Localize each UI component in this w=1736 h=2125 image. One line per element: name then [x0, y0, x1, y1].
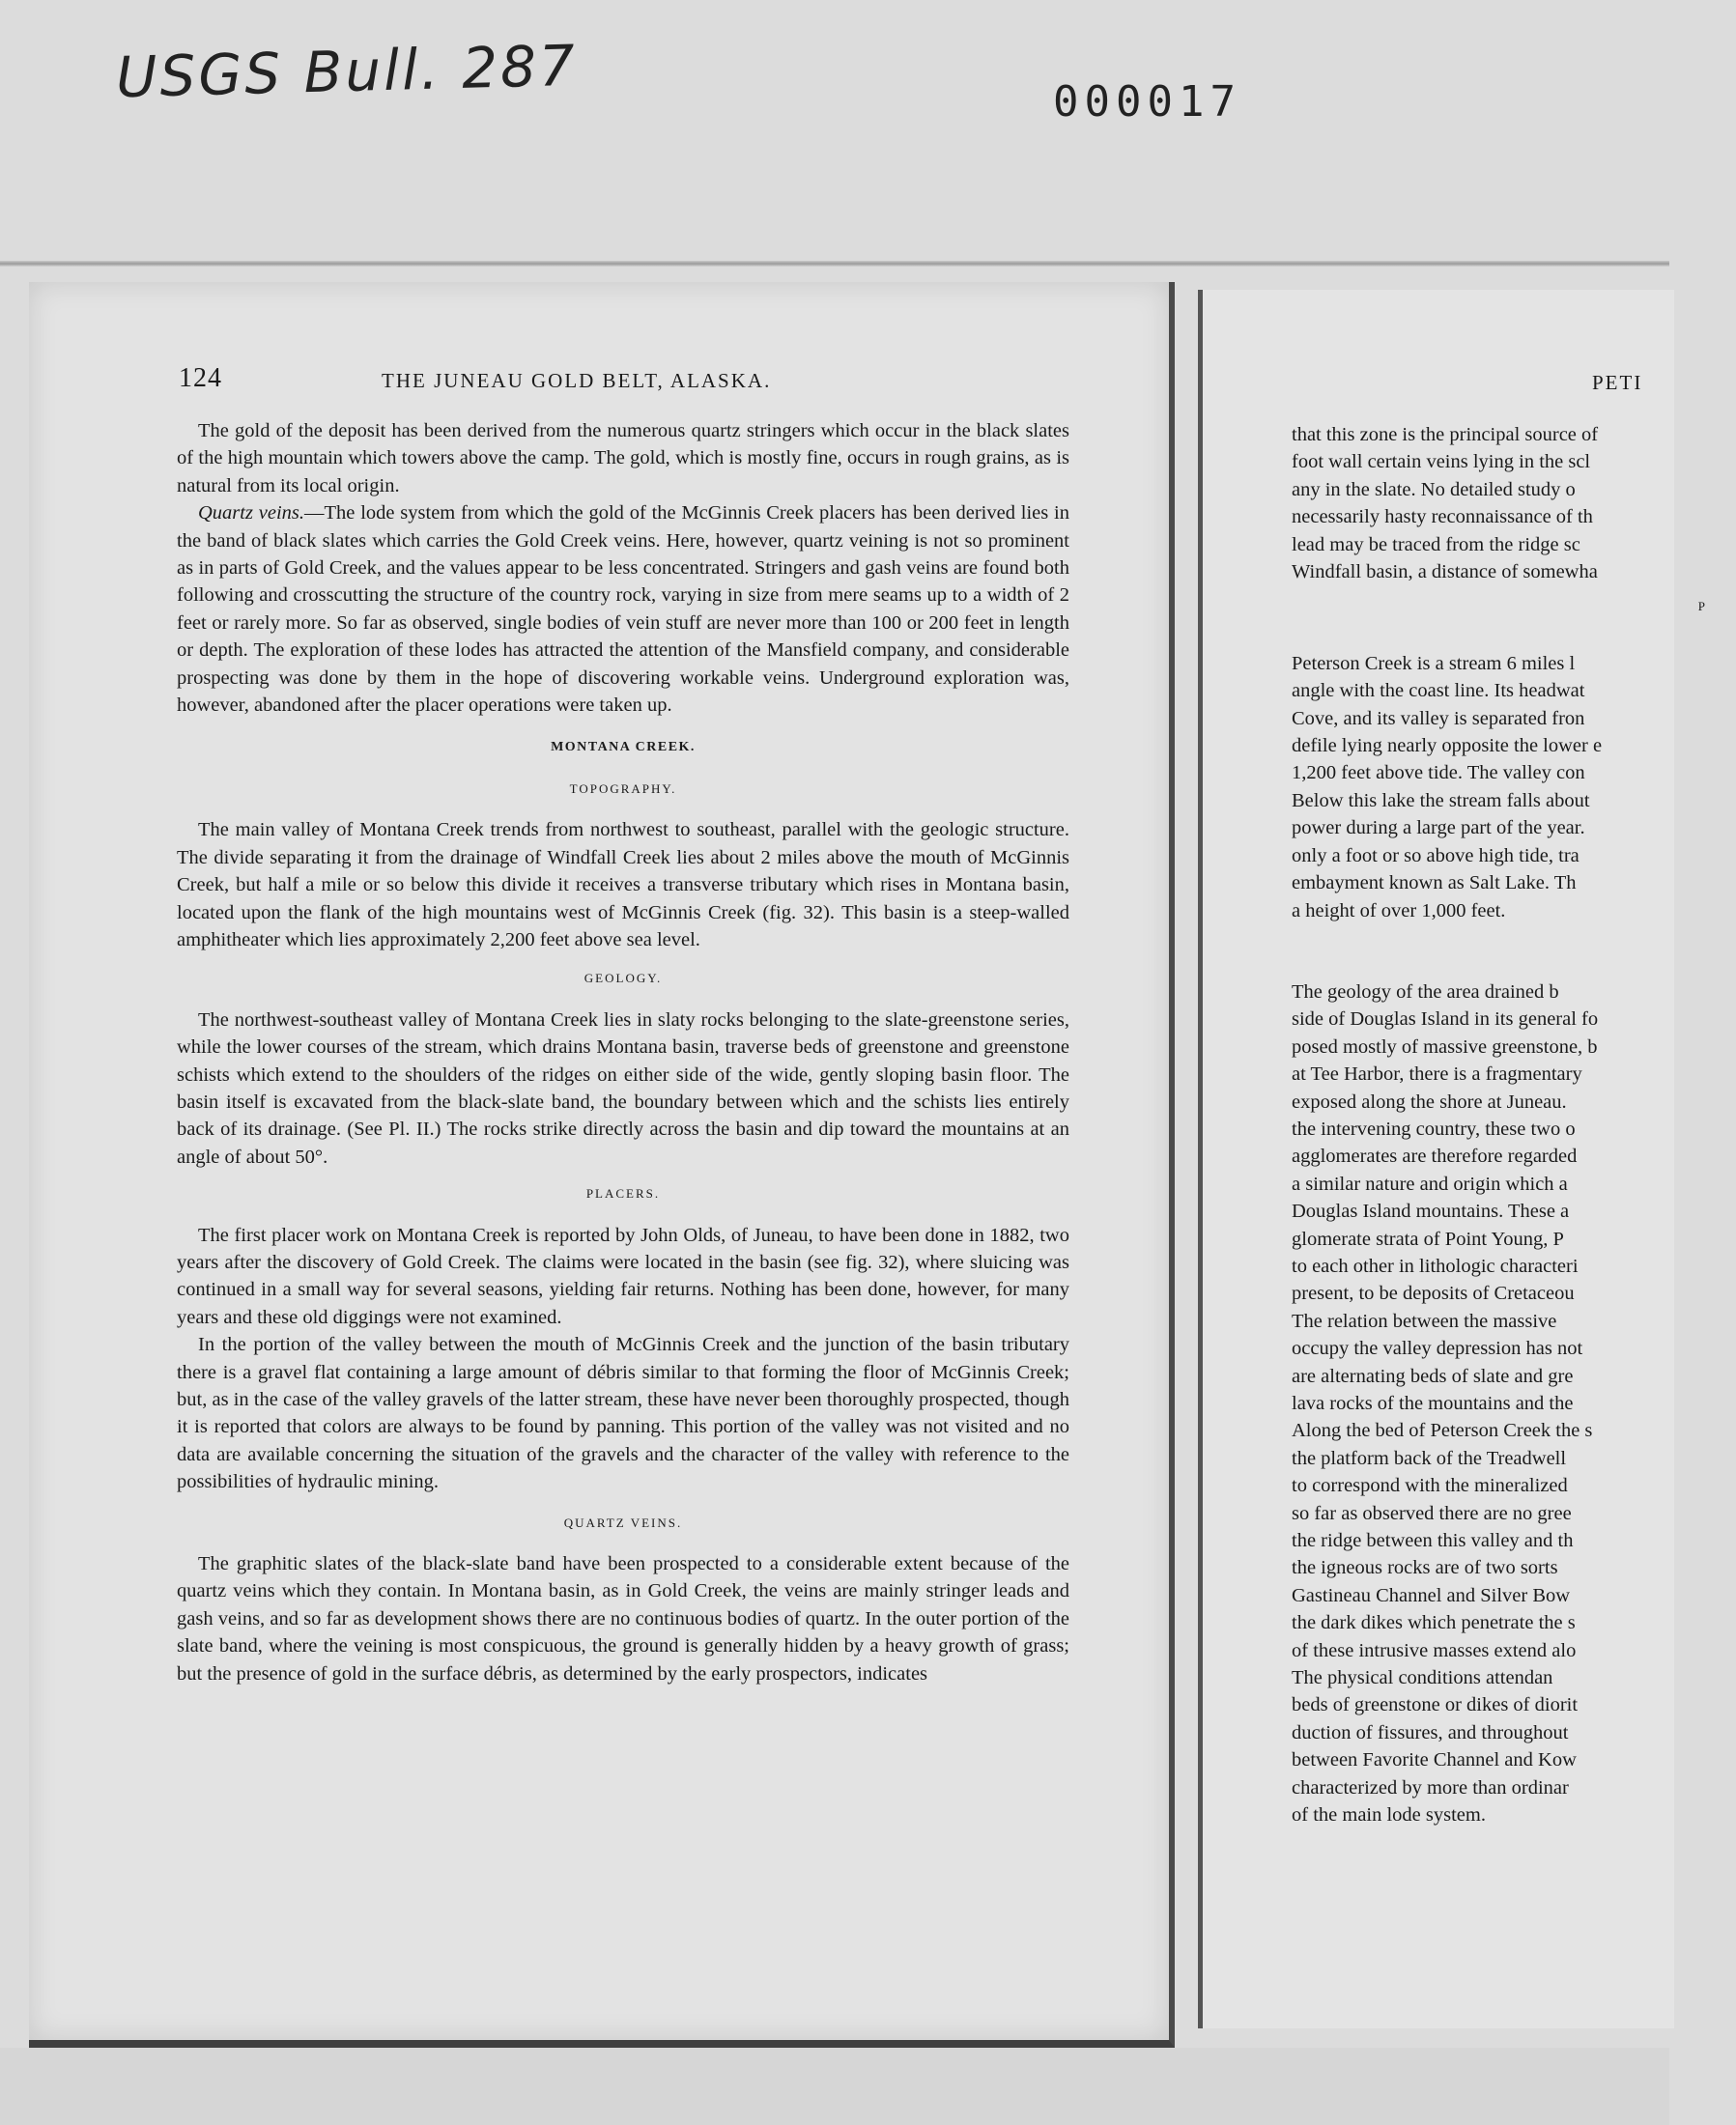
section-gap	[1292, 924, 1736, 978]
text-line: The geology of the area drained b	[1292, 980, 1559, 1003]
text-line: the intervening country, these two o	[1292, 1118, 1576, 1140]
left-page-body	[177, 417, 1069, 1687]
placers-paragraph-1: The first placer work on Montana Creek is reported by John Olds, of Juneau, to have been done in 1882, two years after the discovery of Gold Creek. The claims were located in the basin (see fig. 32), where sluicing was continued in a small way for several seasons, yielding fair returns. Nothing has been done, however, for many years and these old diggings were not examined.	[177, 1224, 1069, 1328]
text-line: at Tee Harbor, there is a fragmentary	[1292, 1063, 1582, 1086]
text-line: lead may be traced from the ridge sc	[1292, 533, 1580, 555]
text-line: exposed along the shore at Juneau.	[1292, 1091, 1567, 1113]
placers-paragraph-2: In the portion of the valley between the mouth of McGinnis Creek and the junction of the basin tributary there is a gravel flat containing a large amount of débris similar to that forming the floor of McGinnis Creek; but, as in the case of the valley gravels of the latter stream, these have never been thoroughly prospected, though it is reported that colors are always to be found by panning. This portion of the valley was not visited and no data are available concerning the situation of the gravels and the character of the valley with reference to the possibilities of hydraulic mining.	[177, 1334, 1069, 1493]
text-line: necessarily hasty reconnaissance of th	[1292, 506, 1593, 528]
quartz-veins-lead: Quartz veins.	[198, 502, 305, 524]
page-number: 124	[179, 363, 222, 393]
text-line: only a foot or so above high tide, tra	[1292, 844, 1579, 866]
text-line: posed mostly of massive greenstone, b	[1292, 1035, 1598, 1058]
text-line: Below this lake the stream falls about	[1292, 789, 1590, 811]
handwritten-annotation: USGS Bull. 287	[115, 32, 579, 111]
section-heading-partial: P	[1697, 599, 1707, 614]
heading-geology: GEOLOGY.	[583, 971, 663, 986]
text-line: occupy the valley depression has not	[1292, 1338, 1583, 1360]
text-line: The relation between the massive	[1292, 1310, 1557, 1332]
right-lines-block-c	[1292, 978, 1736, 1829]
text-line: The physical conditions attendan	[1292, 1667, 1553, 1689]
quartz-veins-section-paragraph: The graphitic slates of the black-slate band have been prospected to a considerable extent because of the quartz veins which they contain. In Montana basin, as in Gold Creek, the veins are mainly stringer leads and gash veins, and so far as development shows there are no continuous bodies of quartz. In the outer portion of the slate band, where the veining is most conspicuous, the ground is generally hidden by a heavy growth of grass; but the presence of gold in the surface débris, as determined by the early prospectors, indicates	[177, 1553, 1069, 1685]
right-page-body	[1292, 421, 1736, 1829]
intro-paragraph: The gold of the deposit has been derived from the numerous quartz stringers which occur in the black slates of the high mountain which towers above the camp. The gold, which is mostly fine, occurs in rough grains, as is natural from its local origin.	[177, 420, 1069, 496]
text-line: are alternating beds of slate and gre	[1292, 1365, 1574, 1387]
heading-montana-creek: MONTANA CREEK.	[551, 740, 696, 755]
right-lines-block-a	[1292, 421, 1736, 585]
text-line: embayment known as Salt Lake. Th	[1292, 872, 1577, 894]
text-line: side of Douglas Island in its general fo	[1292, 1008, 1599, 1031]
topography-paragraph: The main valley of Montana Creek trends from northwest to southeast, parallel with the geologic structure. The divide separating it from the drainage of Windfall Creek lies about 2 miles above the mouth of McGinnis Creek, but half a mile or so below this divide it receives a transverse tributary which rises in Montana basin, located upon the flank of the high mountains west of McGinnis Creek (fig. 32). This basin is a steep-walled amphitheater which lies approximately 2,200 feet above sea level.	[177, 819, 1069, 950]
text-line: so far as observed there are no gree	[1292, 1502, 1572, 1524]
text-line: Windfall basin, a distance of somewha	[1292, 561, 1598, 583]
text-line: glomerate strata of Point Young, P	[1292, 1228, 1564, 1250]
text-line: Peterson Creek is a stream 6 miles l	[1292, 652, 1576, 674]
heading-quartz-veins: QUARTZ VEINS.	[563, 1515, 683, 1530]
text-line: of the main lode system.	[1292, 1804, 1486, 1827]
right-lines-block-b	[1292, 650, 1736, 924]
left-page	[29, 282, 1175, 2048]
heading-placers: PLACERS.	[585, 1186, 661, 1202]
left-page-header	[179, 363, 1145, 394]
text-line: Along the bed of Peterson Creek the s	[1292, 1420, 1593, 1442]
text-line: that this zone is the principal source of	[1292, 424, 1599, 445]
text-line: defile lying nearly opposite the lower e	[1292, 735, 1603, 757]
text-line: characterized by more than ordinar	[1292, 1776, 1569, 1799]
text-line: lava rocks of the mountains and the	[1292, 1393, 1574, 1414]
text-line: the platform back of the Treadwell	[1292, 1447, 1567, 1469]
page-fold-line	[0, 261, 1669, 267]
running-title: THE JUNEAU GOLD BELT, ALASKA.	[382, 369, 772, 392]
text-line: the dark dikes which penetrate the s	[1292, 1612, 1576, 1634]
text-line: of these intrusive masses extend alo	[1292, 1639, 1577, 1661]
right-page-header: PETI	[1592, 371, 1643, 394]
text-line: agglomerates are therefore regarded	[1292, 1146, 1578, 1168]
text-line: to each other in lithologic characteri	[1292, 1255, 1579, 1277]
text-line: beds of greenstone or dikes of diorit	[1292, 1694, 1579, 1716]
text-line: a height of over 1,000 feet.	[1292, 899, 1506, 921]
text-line: any in the slate. No detailed study o	[1292, 478, 1576, 500]
text-line: present, to be deposits of Cretaceou	[1292, 1283, 1575, 1305]
text-line: foot wall certain veins lying in the scl	[1292, 451, 1591, 473]
document-stamp-number: 000017	[1053, 77, 1241, 127]
quartz-veins-paragraph	[177, 499, 1069, 719]
scan-bottom-margin	[0, 2048, 1669, 2125]
geology-paragraph: The northwest-southeast valley of Montana Creek lies in slaty rocks belonging to the slate-greenstone series, while the lower courses of the stream, which drains Montana basin, traverse beds of greenstone and greenstone schists which extend to the shoulders of the ridges on either side of the wide, gently sloping basin floor. The basin itself is excavated from the black-slate band, the boundary between which and the schists lies entirely back of its drainage. (See Pl. II.) The rocks strike directly across the basin and dip toward the mountains at an angle of about 50°.	[177, 1008, 1069, 1168]
right-page-partial	[1198, 290, 1707, 2028]
heading-topography: TOPOGRAPHY.	[569, 780, 677, 796]
text-line: to correspond with the mineralized	[1292, 1475, 1568, 1497]
text-line: Gastineau Channel and Silver Bow	[1292, 1584, 1571, 1606]
text-line: the igneous rocks are of two sorts	[1292, 1557, 1558, 1579]
text-line: power during a large part of the year.	[1292, 817, 1585, 839]
text-line: between Favorite Channel and Kow	[1292, 1749, 1577, 1771]
text-line: Douglas Island mountains. These a	[1292, 1201, 1570, 1223]
text-line: a similar nature and origin which a	[1292, 1173, 1568, 1195]
text-line: duction of fissures, and throughout	[1292, 1721, 1569, 1743]
text-line: 1,200 feet above tide. The valley con	[1292, 762, 1585, 784]
text-line: angle with the coast line. Its headwat	[1292, 680, 1585, 702]
text-line: Cove, and its valley is separated fron	[1292, 707, 1585, 729]
quartz-veins-text: —The lode system from which the gold of the McGinnis Creek placers has been derived lies in the band of black slates which carries the Gold Creek veins. Here, however, quartz veining is not so prominent as in parts of Gold Creek, and the values appear to be less concentrated. Stringers and gash veins are found both following and crosscutting the structure of the country rock, varying in size from mere seams up to a width of 2 feet or rarely more. So far as observed, single bodies of vein stuff are never more than 100 or 200 feet in length or depth. The exploration of these lodes has attracted the attention of the Mansfield company, and considerable prospecting was done by them in the hope of discovering workable veins. Underground exploration was, however, abandoned after the placer operations were taken up.	[177, 502, 1069, 717]
text-line: the ridge between this valley and th	[1292, 1530, 1574, 1552]
